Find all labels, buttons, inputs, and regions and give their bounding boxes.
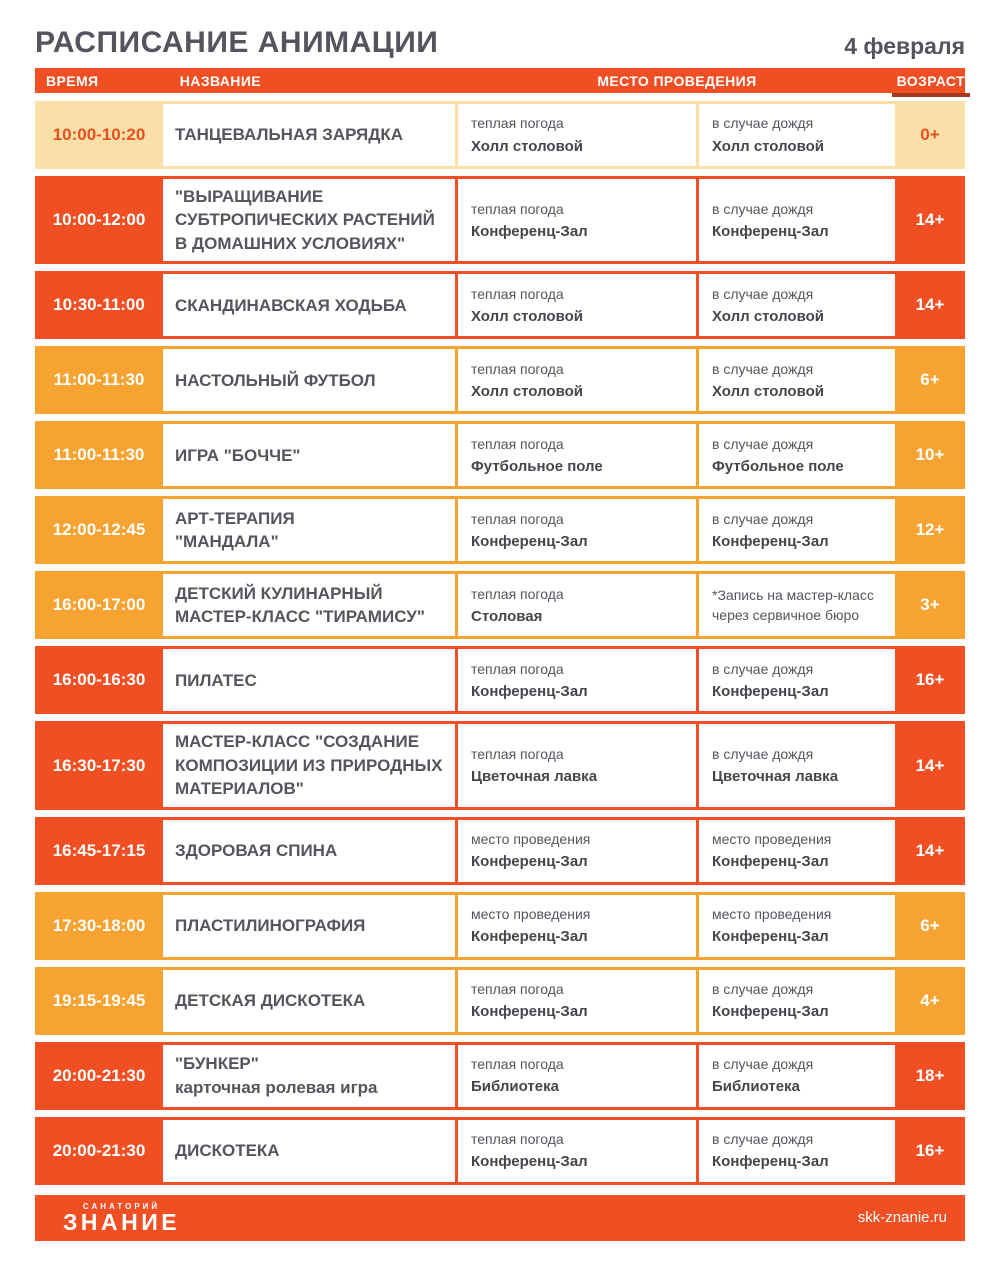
- time-cell: 11:00-11:30: [53, 445, 145, 465]
- age-badge: 6+: [920, 370, 940, 390]
- warm-weather-label: теплая погода: [471, 510, 564, 527]
- warm-weather-venue-cell: [458, 1120, 696, 1182]
- warm-weather-label: теплая погода: [471, 200, 564, 217]
- warm-weather-label: место проведения: [471, 906, 591, 923]
- activity-name: НАСТОЛЬНЫЙ ФУТБОЛ: [175, 370, 376, 390]
- schedule-row: [35, 496, 965, 564]
- warm-weather-label: теплая погода: [471, 660, 564, 677]
- activity-name-cell: [163, 820, 455, 882]
- rain-label: в случае дождя: [712, 1056, 814, 1073]
- rain-label: *Запись на мастер-класс через сервичное бюро: [712, 587, 874, 624]
- warm-weather-venue-cell: [458, 104, 696, 166]
- page-header: [35, 26, 965, 68]
- rain-place: Холл столовой: [712, 137, 825, 155]
- rain-label: в случае дождя: [712, 200, 814, 217]
- warm-weather-venue-cell: [458, 574, 696, 636]
- rain-place: Футбольное поле: [712, 458, 844, 475]
- schedule-row: [35, 1117, 965, 1185]
- rain-place: Конференц-Зал: [712, 683, 829, 700]
- time-cell: 11:00-11:30: [53, 370, 145, 390]
- rain-label: в случае дождя: [712, 745, 814, 762]
- rain-venue-cell: [699, 724, 895, 806]
- rain-venue-cell: [699, 499, 895, 561]
- warm-weather-label: теплая погода: [471, 745, 564, 762]
- warm-weather-place: Конференц-Зал: [471, 853, 588, 871]
- rain-venue-cell: [699, 179, 895, 261]
- activity-name-cell: [163, 179, 455, 261]
- schedule-row: [35, 421, 965, 489]
- page-date: 4 февраля: [844, 33, 965, 59]
- warm-weather-label: теплая погода: [471, 1056, 564, 1073]
- rain-place: Конференц-Зал: [712, 1153, 829, 1171]
- logo-top-text: САНАТОРИЙ: [82, 1201, 161, 1211]
- warm-weather-place: Столовая: [471, 608, 543, 625]
- warm-weather-place: Холл столовой: [471, 137, 584, 155]
- schedule-row: [35, 1042, 965, 1110]
- rain-venue-cell: [699, 649, 895, 711]
- schedule-row: [35, 271, 965, 339]
- warm-weather-place: Конференц-Зал: [471, 1153, 588, 1171]
- activity-name: ДИСКОТЕКА: [175, 1140, 280, 1160]
- rain-label: в случае дождя: [712, 981, 814, 998]
- schedule-row: [35, 101, 965, 169]
- warm-weather-label: теплая погода: [471, 285, 564, 302]
- warm-weather-place: Библиотека: [471, 1078, 559, 1096]
- activity-name: МАСТЕР-КЛАСС "СОЗДАНИЕ КОМПОЗИЦИИ ИЗ ПРИРОДНЫХ МАТЕРИАЛОВ": [175, 732, 443, 799]
- activity-name: ПЛАСТИЛИНОГРАФИЯ: [175, 915, 366, 935]
- age-badge: 14+: [915, 295, 945, 315]
- rain-label: в случае дождя: [712, 360, 814, 377]
- logo-main-text: ЗНАНИЕ: [63, 1208, 181, 1235]
- activity-name-cell: [163, 1045, 455, 1107]
- activity-name: ДЕТСКАЯ ДИСКОТЕКА: [175, 990, 366, 1010]
- activity-name-cell: [163, 970, 455, 1032]
- rain-place: Конференц-Зал: [712, 222, 829, 240]
- warm-weather-venue-cell: [458, 820, 696, 882]
- activity-name: ИГРА "БОЧЧЕ": [175, 445, 301, 465]
- age-badge: 6+: [920, 915, 940, 935]
- rain-place: Конференц-Зал: [712, 853, 829, 871]
- age-badge: 16+: [915, 1140, 945, 1160]
- rain-place: Конференц-Зал: [712, 533, 829, 550]
- warm-weather-label: теплая погода: [471, 435, 564, 452]
- warm-weather-label: место проведения: [471, 831, 591, 848]
- warm-weather-venue-cell: [458, 499, 696, 561]
- warm-weather-place: Холл столовой: [471, 383, 584, 400]
- rain-venue-cell: [699, 820, 895, 882]
- warm-weather-venue-cell: [458, 895, 696, 957]
- rain-place: Библиотека: [712, 1078, 800, 1096]
- warm-weather-venue-cell: [458, 724, 696, 806]
- warm-weather-place: Цветочная лавка: [471, 768, 598, 786]
- time-cell: 10:00-12:00: [52, 210, 146, 230]
- age-badge: 14+: [915, 210, 945, 230]
- age-badge: 12+: [915, 520, 945, 540]
- footer-website-url: skk-znanie.ru: [857, 1209, 947, 1227]
- rain-label: в случае дождя: [712, 435, 814, 452]
- activity-subtitle: "МАНДАЛА": [175, 532, 279, 552]
- activity-name-cell: [163, 274, 455, 336]
- age-badge: 14+: [915, 755, 945, 775]
- schedule-row: [35, 176, 965, 264]
- rain-venue-cell: [699, 274, 895, 336]
- rain-label: место проведения: [712, 831, 832, 848]
- rain-label: в случае дождя: [712, 660, 814, 677]
- activity-name-cell: [163, 499, 455, 561]
- schedule-row: [35, 892, 965, 960]
- column-header-name: НАЗВАНИЕ: [179, 72, 262, 89]
- time-cell: 19:15-19:45: [52, 990, 146, 1010]
- schedule-row: [35, 817, 965, 885]
- rain-venue-cell: [699, 424, 895, 486]
- rain-place: Конференц-Зал: [712, 928, 829, 946]
- activity-name-cell: [163, 1120, 455, 1182]
- time-cell: 16:30-17:30: [52, 755, 146, 775]
- activity-name: "БУНКЕР": [175, 1054, 259, 1074]
- activity-name-cell: [163, 424, 455, 486]
- activity-name: ДЕТСКИЙ КУЛИНАРНЫЙ МАСТЕР-КЛАСС "ТИРАМИСУ": [175, 583, 425, 627]
- time-cell: 12:00-12:45: [52, 520, 146, 540]
- activity-name: ПИЛАТЕС: [175, 670, 257, 690]
- age-badge: 3+: [920, 595, 940, 615]
- warm-weather-venue-cell: [458, 274, 696, 336]
- warm-weather-place: Конференц-Зал: [471, 928, 588, 946]
- warm-weather-label: теплая погода: [471, 585, 564, 602]
- column-header-venue: МЕСТО ПРОВЕДЕНИЯ: [597, 72, 757, 89]
- time-cell: 20:00-21:30: [52, 1065, 146, 1085]
- rain-venue-cell: [699, 349, 895, 411]
- schedule-row: [35, 967, 965, 1035]
- warm-weather-venue-cell: [458, 349, 696, 411]
- activity-name-cell: [163, 104, 455, 166]
- warm-weather-venue-cell: [458, 649, 696, 711]
- warm-weather-place: Конференц-Зал: [471, 222, 588, 240]
- rain-label: в случае дождя: [712, 285, 814, 302]
- warm-weather-venue-cell: [458, 970, 696, 1032]
- activity-name-cell: [163, 724, 455, 806]
- age-badge: 18+: [915, 1065, 945, 1085]
- warm-weather-place: Футбольное поле: [471, 458, 603, 475]
- rain-venue-cell: [699, 104, 895, 166]
- schedule-table: [35, 101, 965, 1185]
- rain-venue-cell: [699, 970, 895, 1032]
- age-column-underline: [892, 93, 970, 97]
- activity-name: ТАНЦЕВАЛЬНАЯ ЗАРЯДКА: [175, 125, 404, 145]
- warm-weather-label: теплая погода: [471, 981, 564, 998]
- activity-name: ЗДОРОВАЯ СПИНА: [175, 840, 338, 860]
- time-cell: 10:30-11:00: [53, 295, 145, 315]
- age-badge: 10+: [915, 445, 945, 465]
- rain-label: место проведения: [712, 906, 832, 923]
- activity-name-cell: [163, 349, 455, 411]
- time-cell: 10:00-10:20: [52, 125, 146, 144]
- warm-weather-place: Конференц-Зал: [471, 683, 588, 700]
- time-cell: 16:00-17:00: [52, 595, 146, 615]
- rain-label: в случае дождя: [712, 115, 814, 132]
- schedule-row: [35, 571, 965, 639]
- activity-name: СКАНДИНАВСКАЯ ХОДЬБА: [175, 295, 407, 315]
- age-badge: 16+: [915, 670, 945, 690]
- warm-weather-place: Конференц-Зал: [471, 533, 588, 550]
- schedule-row: [35, 346, 965, 414]
- sanatorium-logo: [63, 1202, 180, 1234]
- schedule-row: [35, 721, 965, 809]
- time-cell: 16:45-17:15: [52, 840, 146, 860]
- age-badge: 0+: [920, 125, 940, 144]
- rain-venue-cell: [699, 1120, 895, 1182]
- column-header-age: ВОЗРАСТ: [896, 72, 965, 89]
- rain-label: в случае дождя: [712, 1131, 814, 1148]
- time-cell: 20:00-21:30: [52, 1140, 146, 1160]
- warm-weather-place: Холл столовой: [471, 308, 584, 325]
- rain-venue-cell: [699, 1045, 895, 1107]
- rain-place: Цветочная лавка: [712, 768, 839, 786]
- time-cell: 16:00-16:30: [52, 670, 146, 690]
- age-badge: 4+: [920, 990, 940, 1010]
- activity-name-cell: [163, 895, 455, 957]
- footer-bar: [35, 1195, 965, 1241]
- rain-label: в случае дождя: [712, 510, 814, 527]
- warm-weather-label: теплая погода: [471, 115, 564, 132]
- rain-venue-cell: [699, 895, 895, 957]
- warm-weather-venue-cell: [458, 1045, 696, 1107]
- rain-place: Конференц-Зал: [712, 1003, 829, 1021]
- activity-subtitle: карточная ролевая игра: [175, 1077, 378, 1097]
- activity-name-cell: [163, 574, 455, 636]
- activity-name-cell: [163, 649, 455, 711]
- table-column-header: [35, 68, 965, 93]
- warm-weather-label: теплая погода: [471, 360, 564, 377]
- page-title: РАСПИСАНИЕ АНИМАЦИИ: [35, 26, 439, 59]
- warm-weather-place: Конференц-Зал: [471, 1003, 588, 1021]
- rain-place: Холл столовой: [712, 308, 825, 325]
- rain-venue-cell: [699, 574, 895, 636]
- warm-weather-venue-cell: [458, 179, 696, 261]
- warm-weather-venue-cell: [458, 424, 696, 486]
- time-cell: 17:30-18:00: [52, 915, 146, 935]
- column-header-time: ВРЕМЯ: [46, 72, 99, 89]
- activity-name: "ВЫРАЩИВАНИЕ СУБТРОПИЧЕСКИХ РАСТЕНИЙ В ДОМАШНИХ УСЛОВИЯХ": [175, 187, 435, 253]
- age-badge: 14+: [915, 840, 945, 860]
- schedule-row: [35, 646, 965, 714]
- rain-place: Холл столовой: [712, 383, 825, 400]
- activity-name: АРТ-ТЕРАПИЯ: [175, 508, 295, 528]
- warm-weather-label: теплая погода: [471, 1131, 564, 1148]
